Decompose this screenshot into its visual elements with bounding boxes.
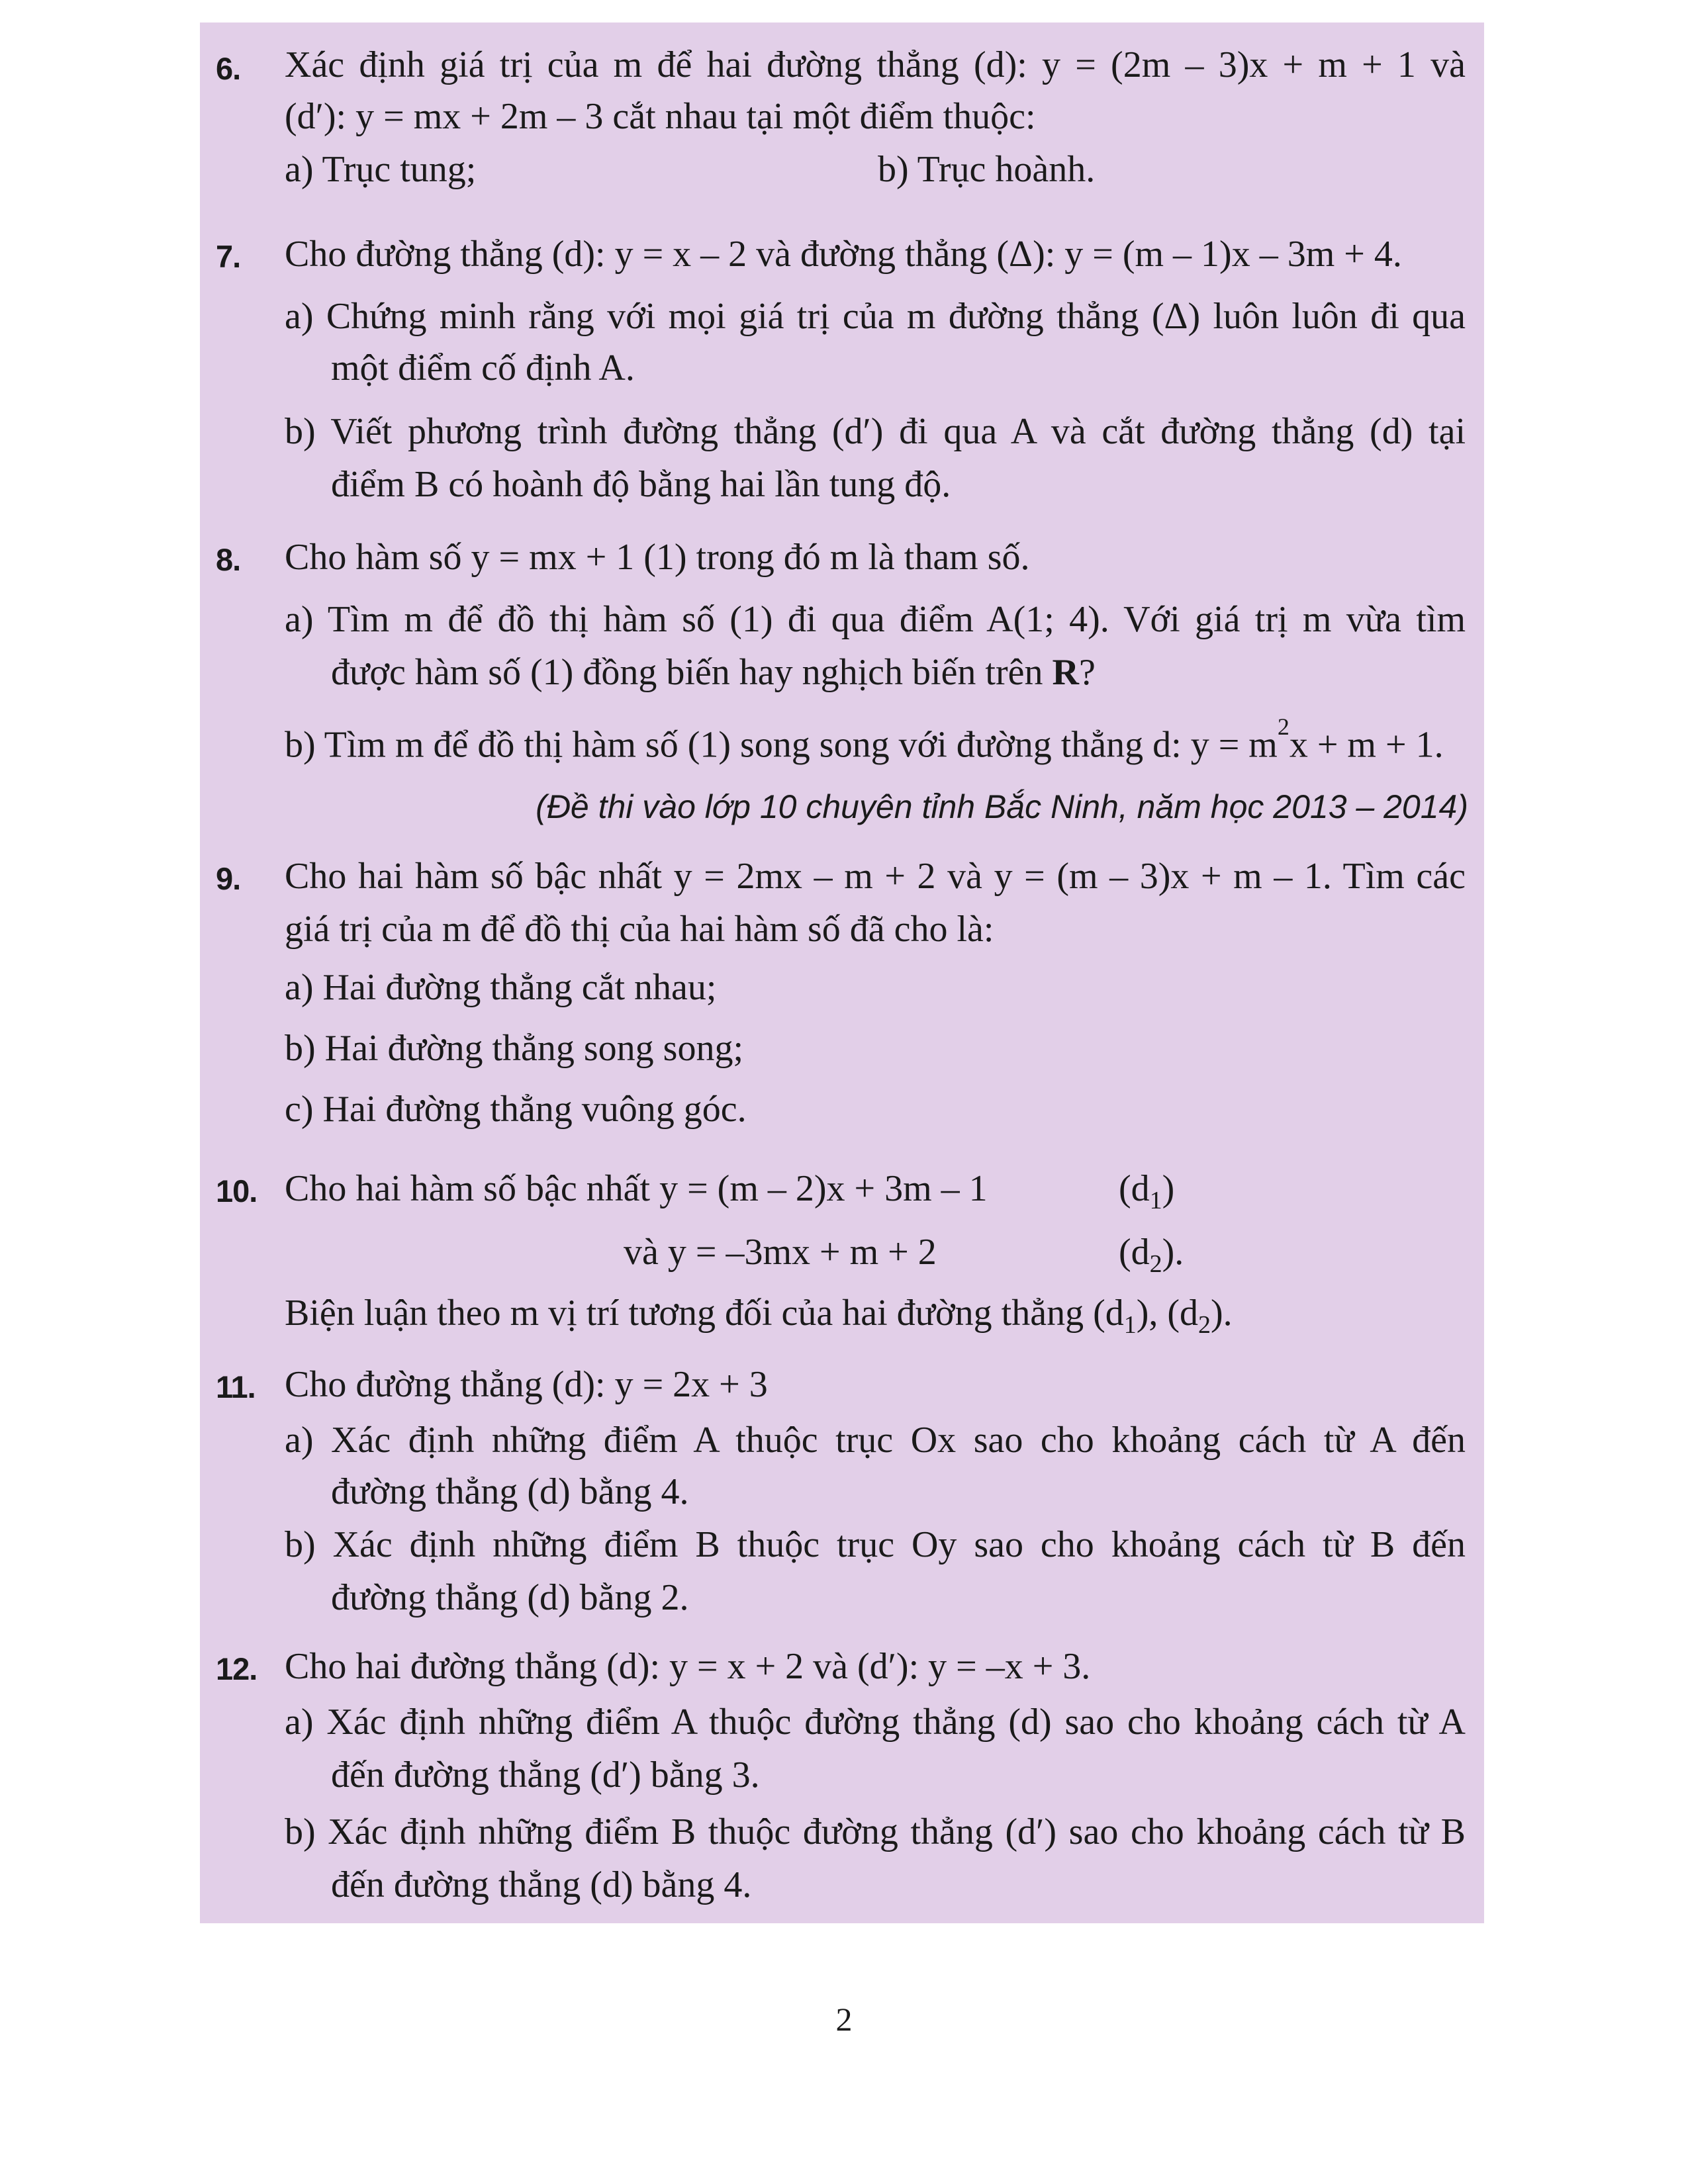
line-tag-d2: $(d_2)$. — [1119, 1232, 1184, 1279]
option-a: a) Trục tung; — [285, 149, 477, 190]
part-b-tail: x + m + 1. — [1289, 724, 1444, 766]
problem-text-line: giá trị của m để đồ thị của hai hàm số đã cho là: — [285, 909, 994, 950]
part-b-line: đến đường thẳng (d) bằng 4. — [331, 1864, 752, 1905]
part-b-line: b) Hai đường thẳng song song; — [285, 1028, 744, 1069]
part-a-line: a) Xác định những điểm A thuộc trục Ox sao cho khoảng cách từ A đến — [285, 1420, 1466, 1461]
part-a-text: được hàm số (1) đồng biến hay nghịch biến trên — [331, 652, 1053, 693]
subscript-1: 1 — [1123, 1311, 1137, 1340]
part-a-line: a) Tìm m để đồ thị hàm số (1) đi qua điểm A(1; 4). Với giá trị m vừa tìm — [285, 599, 1466, 640]
problem-text-line: Cho hai đường thẳng (d): y = x + 2 và (d′): y = –x + 3. — [285, 1646, 1091, 1687]
part-b-line — [285, 713, 1444, 766]
instruction-end: ). — [1211, 1293, 1233, 1334]
exercise-list — [200, 23, 1484, 1923]
part-b-line: b) Viết phương trình đường thẳng (d′) đi qua A và cắt đường thẳng (d) tại — [285, 411, 1466, 452]
part-a-line: a) Chứng minh rằng với mọi giá trị của m đường thẳng (Δ) luôn luôn đi qua — [285, 296, 1466, 337]
problem-text-line: (d′): y = mx + 2m – 3 cắt nhau tại một điểm thuộc: — [285, 96, 1036, 137]
part-a-line: đến đường thẳng (d′) bằng 3. — [331, 1754, 760, 1796]
function-2-line: và y = –3mx + m + 2 — [624, 1232, 937, 1273]
part-a-line: a) Hai đường thẳng cắt nhau; — [285, 967, 717, 1008]
subscript-2: 2 — [1198, 1311, 1211, 1340]
page-number: 2 — [835, 2001, 853, 2038]
instruction-line — [285, 1295, 1233, 1338]
part-b-line: b) Xác định những điểm B thuộc trục Oy sao cho khoảng cách từ B đến — [285, 1524, 1466, 1565]
problem-text-line: Cho hai hàm số bậc nhất y = 2mx – m + 2 và y = (m – 3)x + m – 1. Tìm các — [285, 856, 1466, 897]
part-a-line: a) Xác định những điểm A thuộc đường thẳng (d) sao cho khoảng cách từ A — [285, 1702, 1466, 1743]
problem-number: 7. — [216, 239, 241, 274]
problem-number: 11. — [216, 1369, 256, 1404]
part-a-line: đường thẳng (d) bằng 4. — [331, 1471, 689, 1512]
problem-text-line: Cho đường thẳng (d): y = x – 2 và đường thẳng (Δ): y = (m – 1)x – 3m + 4. — [285, 234, 1402, 275]
problem-number: 10. — [216, 1173, 258, 1208]
instruction-text: Biện luận theo m vị trí tương đối của hai đường thẳng (d — [285, 1293, 1124, 1334]
part-b-line: điểm B có hoành độ bằng hai lần tung độ. — [331, 464, 951, 505]
line-tag-d1: $(d_1)$ — [1119, 1168, 1175, 1215]
part-a-line: một điểm cố định A. — [331, 347, 635, 388]
tag-letter: d — [1131, 1168, 1150, 1209]
tag-letter: d — [1131, 1232, 1150, 1273]
problem-text-line: Cho hàm số y = mx + 1 (1) trong đó m là tham số. — [285, 537, 1030, 578]
source-citation: (Đề thi vào lớp 10 chuyên tỉnh Bắc Ninh, năm học 2013 – 2014) — [536, 788, 1468, 825]
part-c-line: c) Hai đường thẳng vuông góc. — [285, 1089, 747, 1130]
option-b: b) Trục hoành. — [878, 149, 1096, 190]
problem-number: 9. — [216, 861, 241, 896]
problem-number: 12. — [216, 1651, 258, 1686]
part-b-line: đường thẳng (d) bằng 2. — [331, 1577, 689, 1618]
problem-number: 6. — [216, 51, 241, 86]
exponent: 2 — [1277, 713, 1289, 740]
problem-number: 8. — [216, 542, 241, 577]
tag-subscript: 2 — [1149, 1250, 1162, 1279]
real-numbers-symbol: R — [1052, 652, 1079, 693]
tag-subscript: 1 — [1149, 1187, 1162, 1215]
exercise-panel — [200, 23, 1484, 1923]
instruction-separator: ), (d — [1136, 1293, 1199, 1334]
part-b-line: b) Xác định những điểm B thuộc đường thẳng (d′) sao cho khoảng cách từ B — [285, 1811, 1466, 1852]
problem-text-line: Cho đường thẳng (d): y = 2x + 3 — [285, 1364, 768, 1405]
function-1-line: Cho hai hàm số bậc nhất y = (m – 2)x + 3m – 1 — [285, 1168, 988, 1209]
problem-text-line: Xác định giá trị của m để hai đường thẳng (d): y = (2m – 3)x + m + 1 và — [285, 44, 1466, 85]
part-a-tail: ? — [1078, 652, 1096, 693]
part-b-text: b) Tìm m để đồ thị hàm số (1) song song với đường thẳng d: y = m — [285, 724, 1278, 766]
part-a-line — [331, 654, 1096, 691]
